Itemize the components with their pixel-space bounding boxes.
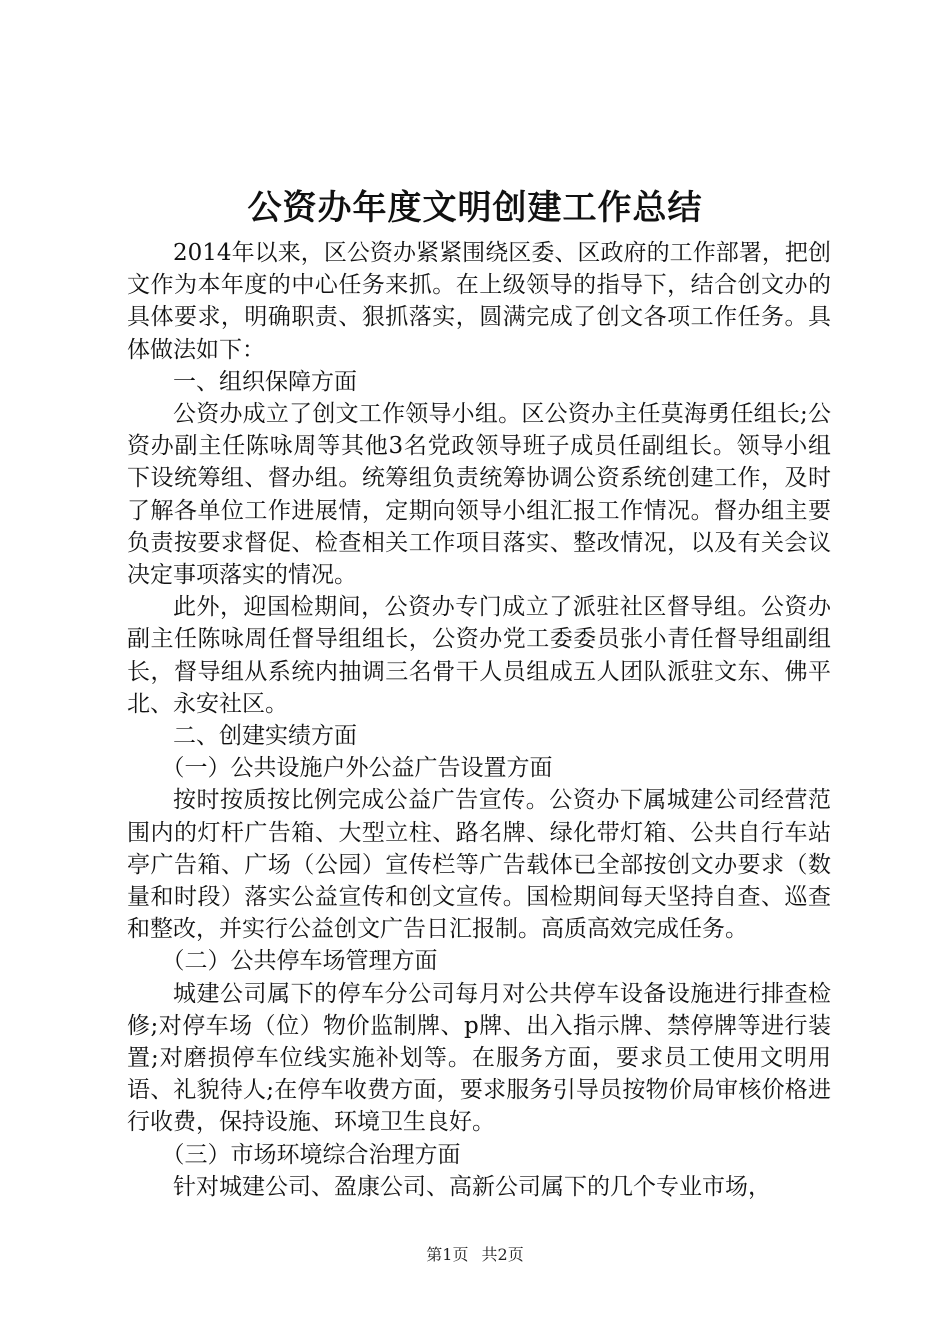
page-footer bbox=[0, 1244, 950, 1266]
subsection-heading-market: （三）市场环境综合治理方面 bbox=[161, 1141, 461, 1168]
document-title: 公资办年度文明创建工作总结 bbox=[247, 188, 703, 228]
section-heading-organization: 一、组织保障方面 bbox=[173, 368, 357, 395]
section-heading-achievements: 二、创建实绩方面 bbox=[173, 723, 357, 750]
parking-paragraph: 城建公司属下的停车分公司每月对公共停车设备设施进行排查检修;对停车场（位）物价监制牌、p牌、出入指示牌、禁停牌等进行装置;对磨损停车位线实施补划等。在服务方面，要求员工使用文明用语、礼貌待人;在停车收费方面，要求服务引导员按物价局审核价格进行收费，保持设施、环境卫生良好。 bbox=[127, 980, 831, 1136]
document-body bbox=[127, 237, 831, 1203]
organization-paragraph-1: 公资办成立了创文工作领导小组。区公资办主任莫海勇任组长;公资办副主任陈咏周等其他3名党政领导班子成员任副组长。领导小组下设统筹组、督办组。统筹组负责统筹协调公资系统创建工作，及时了解各单位工作进展情，定期向领导小组汇报工作情况。督办组主要负责按要求督促、检查相关工作项目落实、整改情况，以及有关会议决定事项落实的情况。 bbox=[127, 401, 831, 589]
subsection-heading-public-ads: （一）公共设施户外公益广告设置方面 bbox=[161, 755, 553, 782]
page-number-current: 第1页 bbox=[426, 1245, 469, 1264]
intro-paragraph: 2014年以来，区公资办紧紧围绕区委、区政府的工作部署，把创文作为本年度的中心任务来抓。在上级领导的指导下，结合创文办的具体要求，明确职责、狠抓落实，圆满完成了创文各项工作任务。具体做法如下： bbox=[127, 240, 831, 363]
public-ads-paragraph: 按时按质按比例完成公益广告宣传。公资办下属城建公司经营范围内的灯杆广告箱、大型立柱、路名牌、绿化带灯箱、公共自行车站亭广告箱、广场（公园）宣传栏等广告载体已全部按创文办要求（数量和时段）落实公益宣传和创文宣传。国检期间每天坚持自查、巡查和整改，并实行公益创文广告日汇报制。高质高效完成任务。 bbox=[127, 787, 831, 943]
market-paragraph: 针对城建公司、盈康公司、高新公司属下的几个专业市场， bbox=[173, 1173, 771, 1200]
subsection-heading-parking: （二）公共停车场管理方面 bbox=[161, 948, 438, 975]
page-number-total: 共2页 bbox=[481, 1245, 524, 1264]
organization-paragraph-2: 此外，迎国检期间，公资办专门成立了派驻社区督导组。公资办副主任陈咏周任督导组组长，公资办党工委委员张小青任督导组副组长，督导组从系统内抽调三名骨干人员组成五人团队派驻文东、佛平北、永安社区。 bbox=[127, 594, 831, 717]
